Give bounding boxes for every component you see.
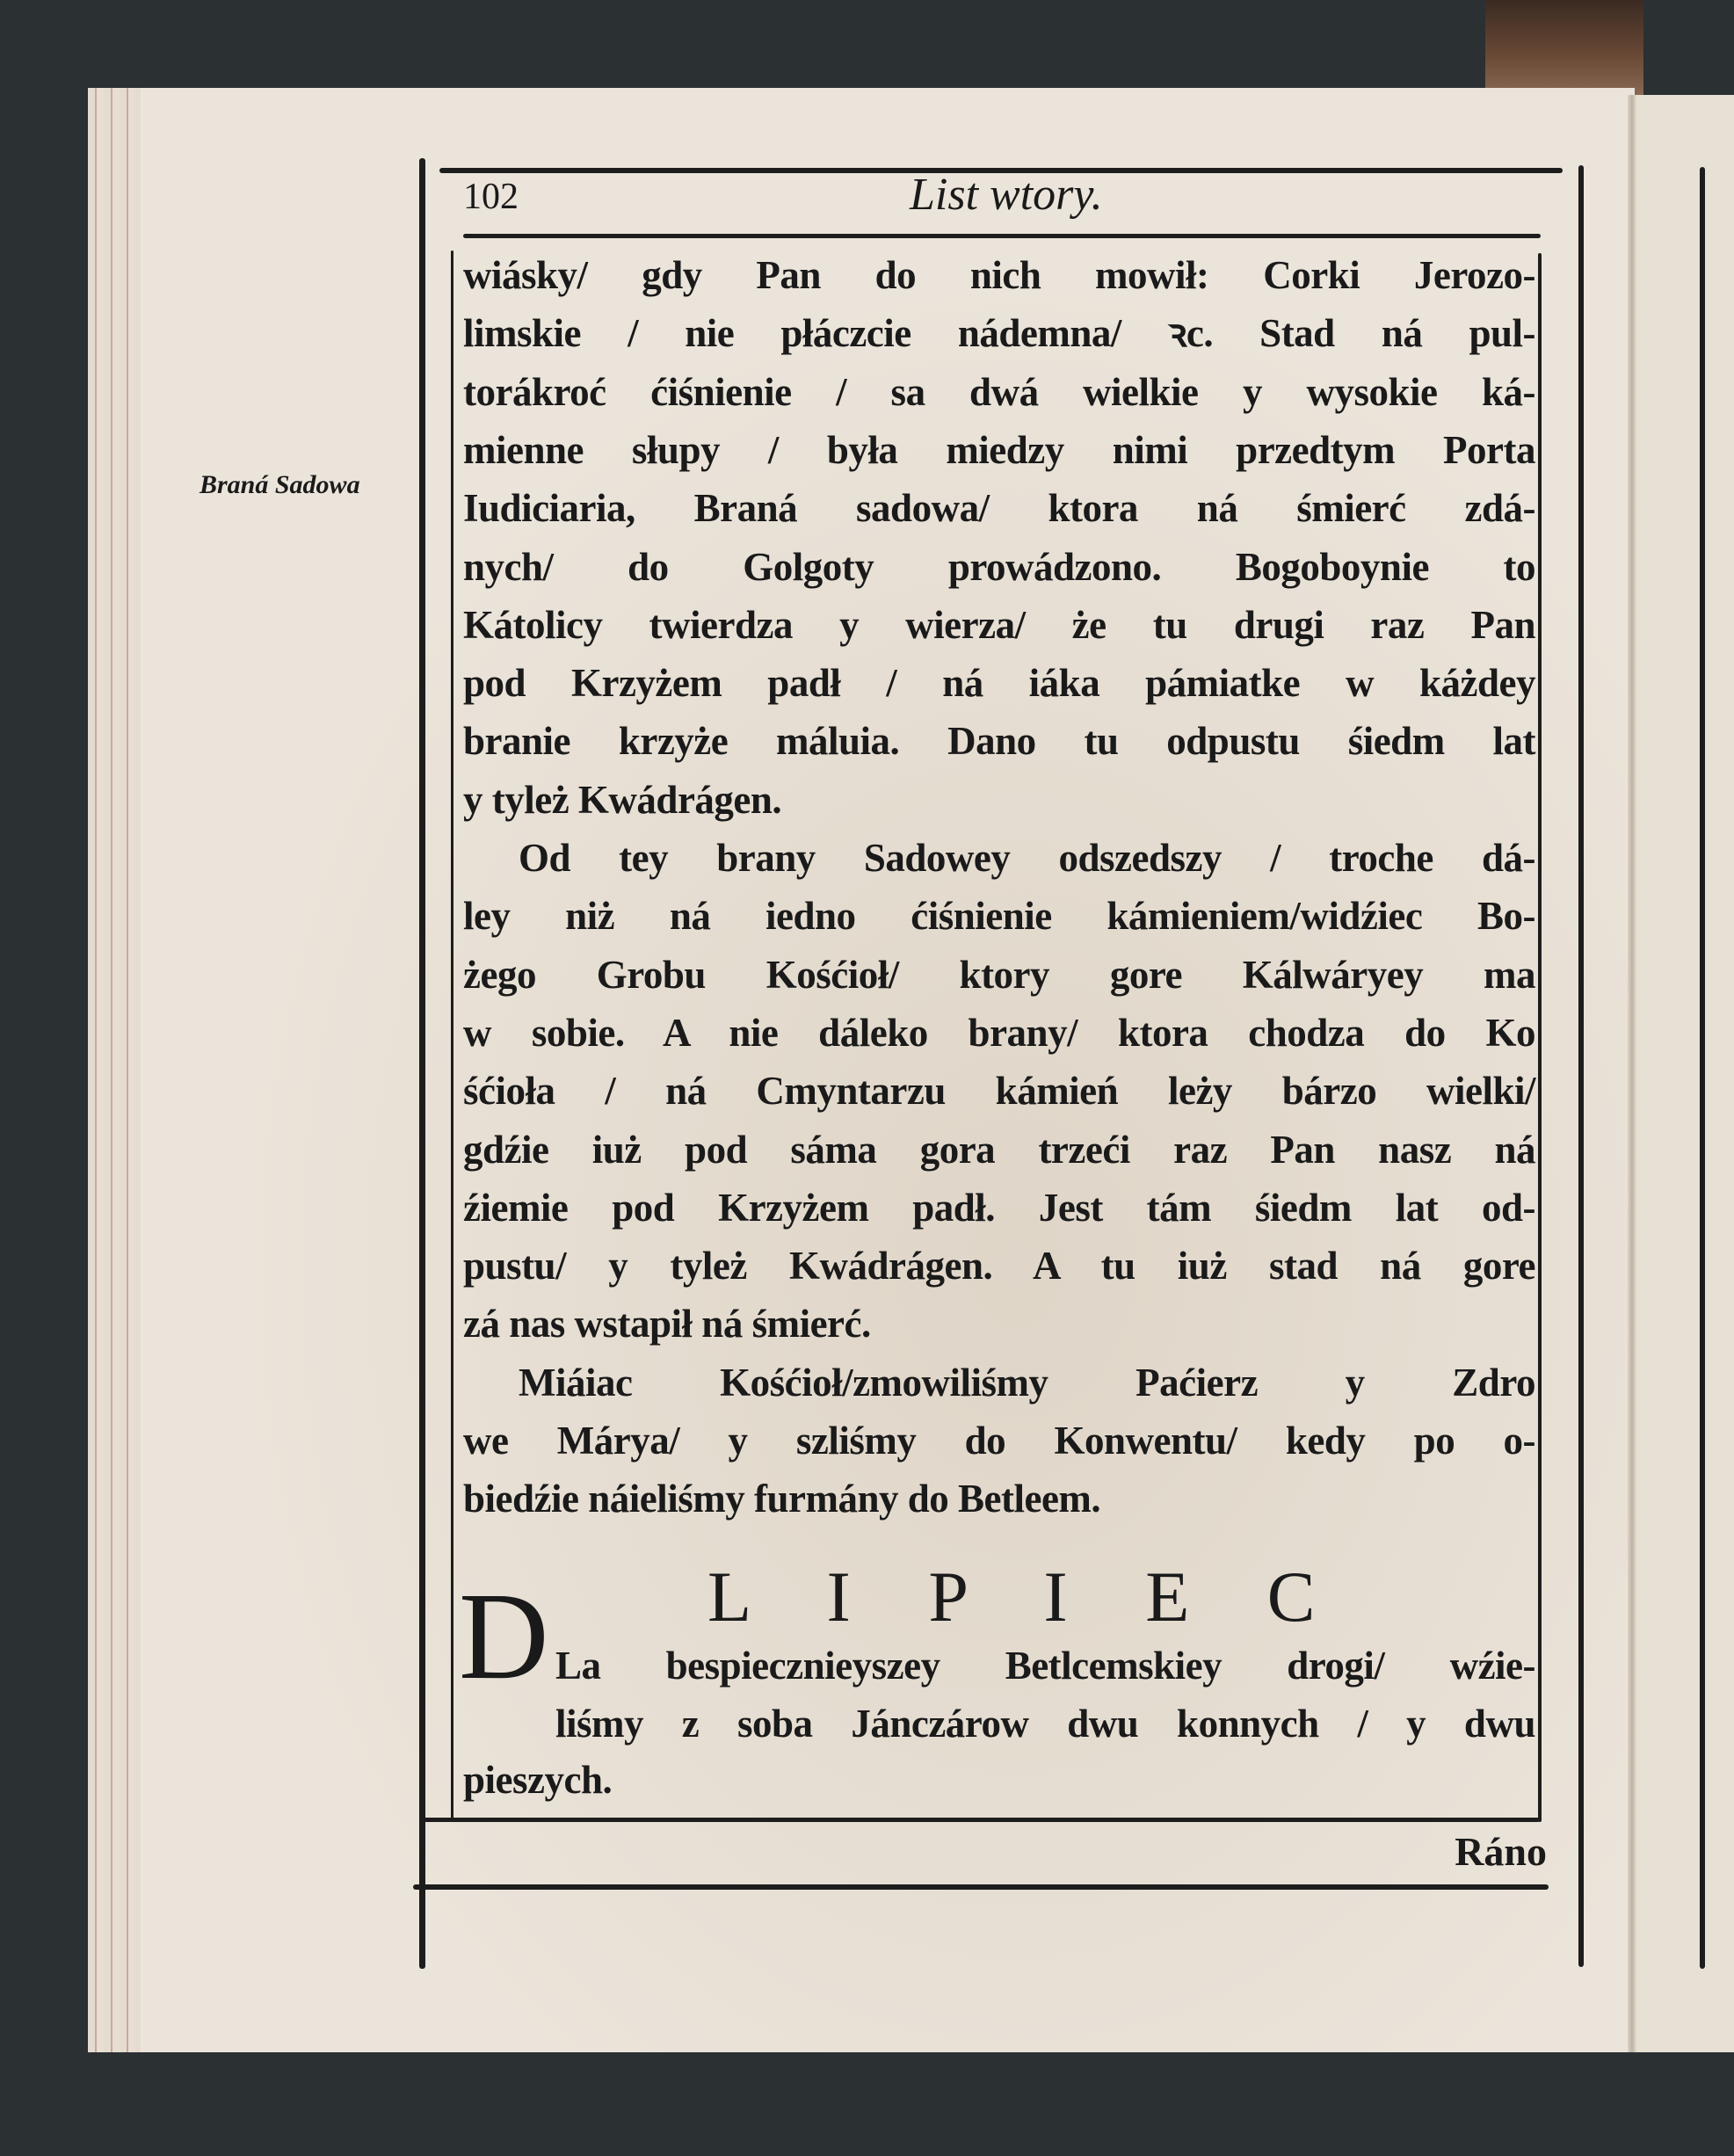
page-number: 102 [463, 177, 519, 217]
facing-page-frame-line [1700, 167, 1705, 1969]
page-edges [88, 88, 141, 2052]
book-gutter [1628, 95, 1636, 2052]
book-binding [1485, 0, 1643, 97]
text-line: biedźie náieliśmy furmány do Betleem. [463, 1477, 1101, 1521]
text-line: y tyleż Kwádrágen. [463, 777, 782, 822]
text-line: nych/ do Golgoty prowádzono. Bogoboynie to [463, 544, 1535, 589]
text-line: pod Krzyżem padł / ná iáka pámiatke w káżdey [463, 661, 1535, 706]
header-bottom-rule [463, 234, 1541, 238]
text-bottom-rule [419, 1818, 1540, 1822]
drop-cap: D [459, 1566, 549, 1705]
text-line: ley niż ná iedno ćiśnienie kámieniem/widźiec Bo- [463, 894, 1535, 939]
text-line: żego Grobu Kośćioł/ ktory gore Kálwáryey ma [463, 952, 1535, 997]
text-line: Kátolicy twierdza y wierza/ że tu drugi raz Pan [463, 602, 1535, 647]
text-line: La bespiecznieyszey Betlcemskiey drogi/ wźie- [555, 1644, 1535, 1688]
text-line: limskie / nie płáczcie nádemna/ ꝛc. Stad ná pul- [463, 311, 1535, 356]
text-line: branie krzyże máluia. Dano tu odpustu śiedm lat [463, 719, 1535, 764]
text-line: we Márya/ y szliśmy do Konwentu/ kedy po o- [463, 1419, 1535, 1463]
text-line: liśmy z soba Jánczárow dwu konnych / y dwu [555, 1702, 1535, 1746]
text-line: mienne słupy / była miedzy nimi przedtym Porta [463, 427, 1535, 472]
text-line: źiemie pod Krzyżem padł. Jest tám śiedm lat od- [463, 1185, 1535, 1230]
section-heading: L I P I E C [707, 1557, 1346, 1637]
running-title: List wtory. [910, 170, 1103, 220]
catchword: Ráno [1455, 1829, 1547, 1874]
frame-inner-left-line [451, 250, 453, 1820]
text-line: zá nas wstapił ná śmierć. [463, 1302, 871, 1347]
frame-outer-right-line [1578, 165, 1584, 1967]
text-line: gdźie iuż pod sáma gora trzeći raz Pan nasz ná [463, 1127, 1535, 1172]
frame-outer-left-line [419, 158, 425, 1969]
text-line: pustu/ y tyleż Kwádrágen. A tu iuż stad ná gore [463, 1244, 1535, 1289]
text-line: w sobie. A nie dáleko brany/ ktora chodza do Ko [463, 1010, 1535, 1055]
frame-inner-right-line [1538, 253, 1542, 1822]
text-line: Iudiciaria, Braná sadowa/ ktora ná śmierć zdá- [463, 486, 1535, 531]
text-line: Miáiac Kośćioł/zmowiliśmy Paćierz y Zdro [519, 1360, 1535, 1405]
text-line: torákroć ćiśnienie / sa dwá wielkie y wysokie ká- [463, 369, 1535, 414]
margin-note: Braná Sadowa [200, 470, 360, 499]
text-line: Od tey brany Sadowey odszedszy / troche dá- [519, 836, 1535, 880]
text-line: śćioła / ná Cmyntarzu kámień leży bárzo wielki/ [463, 1069, 1535, 1114]
facing-page-edge [1636, 95, 1734, 2052]
footer-rule [413, 1884, 1549, 1890]
text-line: wiásky/ gdy Pan do nich mowił: Corki Jerozo- [463, 253, 1535, 297]
text-line: pieszych. [463, 1758, 613, 1802]
